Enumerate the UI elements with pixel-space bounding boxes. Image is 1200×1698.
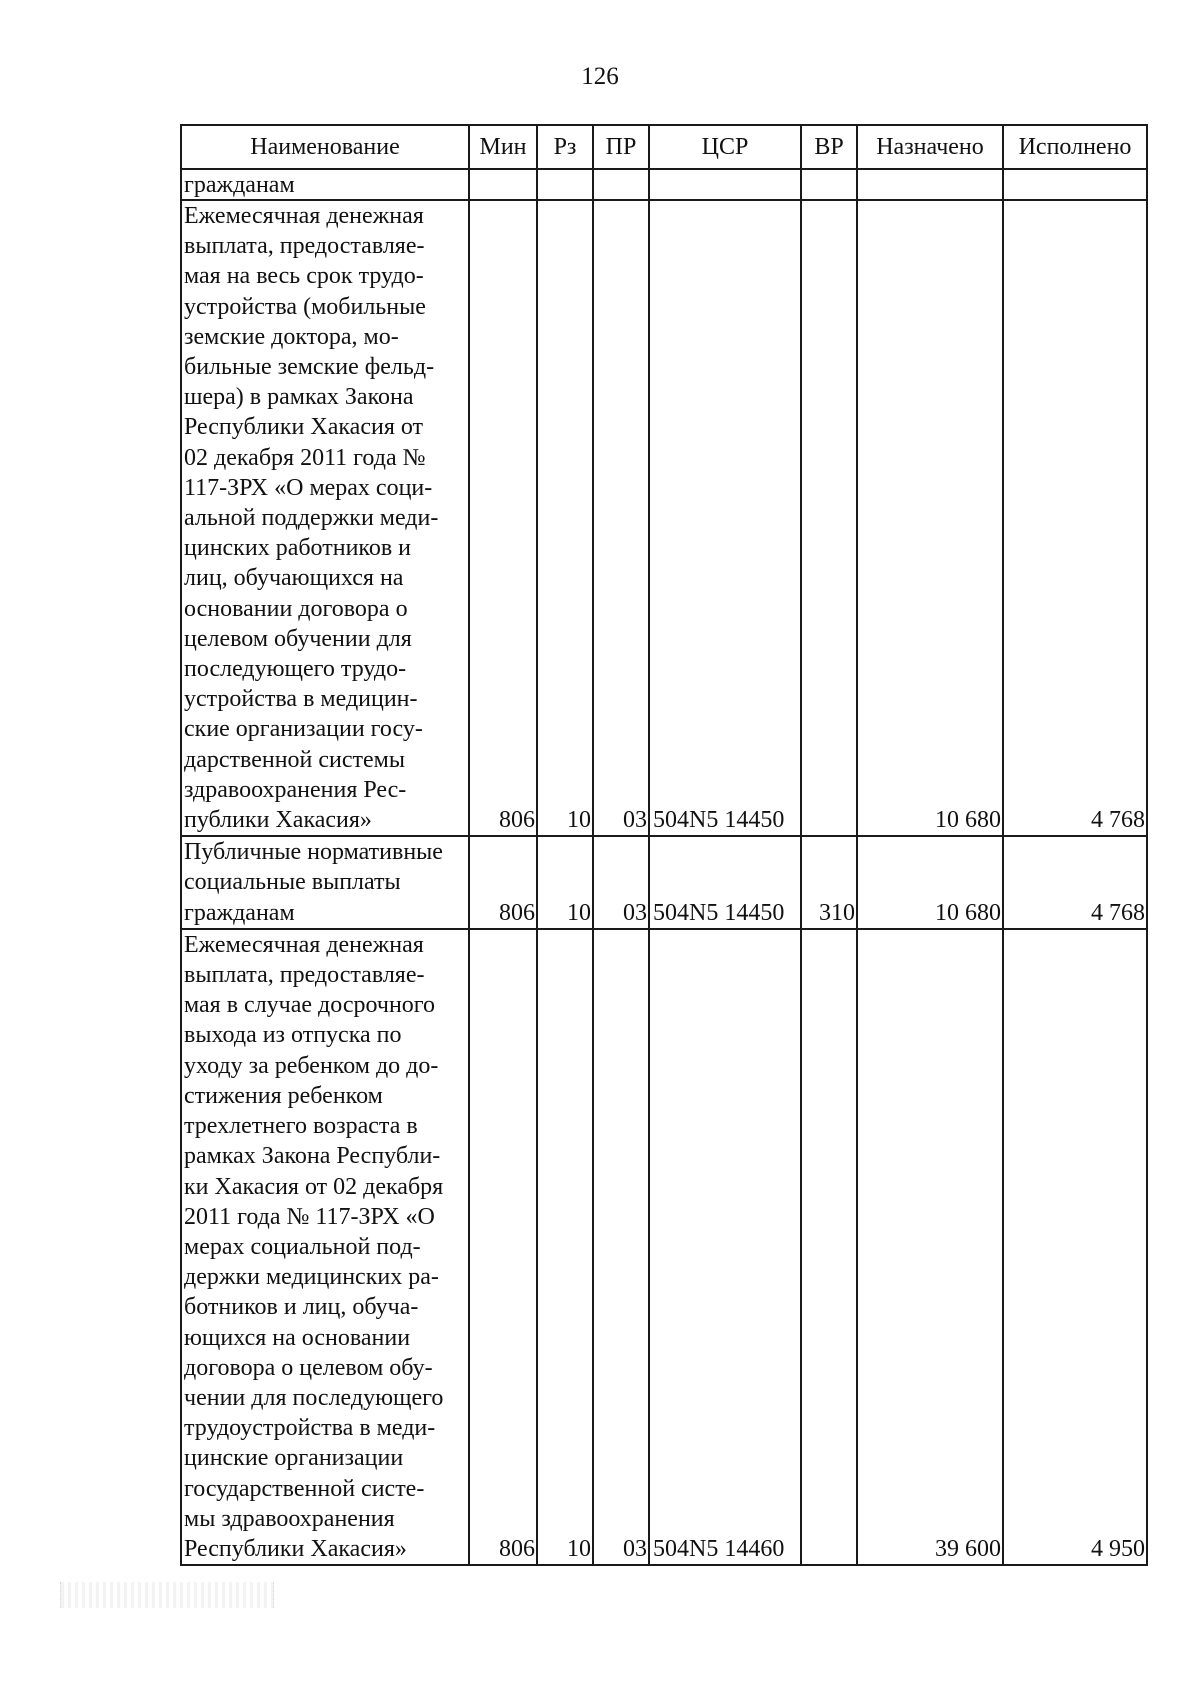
row-name-line: бильные земские фельд- — [184, 354, 435, 381]
row-name-line: 02 декабря 2011 года № — [184, 444, 426, 471]
page-number: 126 — [581, 63, 619, 90]
row-name-line: дарственной системы — [184, 746, 405, 773]
header-rz: Рз — [537, 125, 593, 169]
header-name: Наименование — [181, 125, 469, 169]
row-name-cell — [181, 836, 469, 929]
cell-rz: 10 — [537, 836, 593, 929]
row-name-line: 2011 года № 117-ЗРХ «О — [184, 1203, 435, 1230]
cell-assigned: 10 680 — [857, 836, 1003, 929]
cell-assigned — [857, 169, 1003, 200]
row-name-line: выплата, предоставляе- — [184, 233, 425, 260]
row-name-line: ские организации госу- — [184, 716, 423, 743]
cell-csr: 504N5 14450 — [649, 200, 801, 836]
cell-pr: 03 — [593, 929, 649, 1565]
cell-pr: 03 — [593, 836, 649, 929]
row-name-line: лиц, обучающихся на — [184, 565, 404, 592]
row-name-line: гражданам — [184, 172, 295, 198]
cell-executed: 4 768 — [1003, 200, 1147, 836]
row-name-line: чении для последующего — [184, 1384, 444, 1411]
cell-csr: 504N5 14460 — [649, 929, 801, 1565]
row-name-line: альной поддержки меди- — [184, 505, 439, 532]
row-name-line: ки Хакасия от 02 декабря — [184, 1173, 444, 1200]
row-name-line: уходу за ребенком до до- — [184, 1052, 439, 1079]
row-name-line: устройства в медицин- — [184, 686, 418, 713]
cell-min: 806 — [469, 836, 537, 929]
row-name-line: мая на весь срок трудо- — [184, 263, 424, 290]
row-name-line: Ежемесячная денежная — [184, 931, 424, 958]
cell-min — [469, 169, 537, 200]
cell-rz: 10 — [537, 200, 593, 836]
row-name-line: Республики Хакасия от — [184, 414, 424, 441]
row-name-line: государственной систе- — [184, 1475, 425, 1502]
row-name-line: последующего трудо- — [184, 656, 407, 683]
cell-executed: 4 950 — [1003, 929, 1147, 1565]
header-row — [181, 125, 1147, 169]
cell-vr — [801, 200, 857, 836]
header-executed: Исполнено — [1003, 125, 1147, 169]
cell-vr — [801, 169, 857, 200]
cell-rz — [537, 169, 593, 200]
row-name-line: Публичные нормативные — [184, 839, 443, 866]
row-name-line: гражданам — [184, 899, 295, 926]
row-name-line: основании договора о — [184, 595, 408, 622]
row-name-line: устройства (мобильные — [184, 293, 426, 320]
header-csr: ЦСР — [649, 125, 801, 169]
cell-executed: 4 768 — [1003, 836, 1147, 929]
row-name-line: цинских работников и — [184, 535, 412, 562]
row-name-line: цинские организации — [184, 1445, 404, 1472]
cell-min: 806 — [469, 200, 537, 836]
header-vr: ВР — [801, 125, 857, 169]
cell-executed — [1003, 169, 1147, 200]
cell-min: 806 — [469, 929, 537, 1565]
cell-pr — [593, 169, 649, 200]
cell-assigned: 39 600 — [857, 929, 1003, 1565]
header-assigned: Назначено — [857, 125, 1003, 169]
row-name-cell — [181, 169, 469, 200]
row-name-line: держки медицинских ра- — [184, 1264, 439, 1291]
row-name-line: Республики Хакасия» — [184, 1535, 407, 1562]
row-name-line: 117-ЗРХ «О мерах соци- — [184, 474, 433, 501]
table-header — [181, 125, 1147, 169]
row-name-line: целевом обучении для — [184, 625, 412, 652]
cell-vr: 310 — [801, 836, 857, 929]
row-name-line: выхода из отпуска по — [184, 1022, 402, 1049]
header-min: Мин — [469, 125, 537, 169]
cell-assigned: 10 680 — [857, 200, 1003, 836]
table-row — [181, 169, 1147, 200]
row-name-line: трудоустройства в меди- — [184, 1415, 436, 1442]
row-name-cell — [181, 200, 469, 836]
budget-table — [180, 124, 1148, 1566]
row-name-line: мерах социальной под- — [184, 1233, 421, 1260]
row-name-line: публики Хакасия» — [184, 807, 372, 834]
row-name-line: здравоохранения Рес- — [184, 776, 407, 803]
row-name-line: мая в случае досрочного — [184, 992, 436, 1019]
row-name-line: земские доктора, мо- — [184, 323, 399, 350]
row-name-cell — [181, 929, 469, 1565]
cell-rz: 10 — [537, 929, 593, 1565]
row-name-line: ющихся на основании — [184, 1324, 411, 1351]
header-pr: ПР — [593, 125, 649, 169]
cell-pr: 03 — [593, 200, 649, 836]
row-name-line: выплата, предоставляе- — [184, 962, 425, 989]
cell-csr: 504N5 14450 — [649, 836, 801, 929]
row-name-line: мы здравоохранения — [184, 1505, 395, 1532]
row-name-line: договора о целевом обу- — [184, 1354, 433, 1381]
table-row — [181, 929, 1147, 1565]
table-body — [181, 169, 1147, 1565]
scan-artifact — [60, 1582, 274, 1608]
cell-vr — [801, 929, 857, 1565]
row-name-line: социальные выплаты — [184, 869, 401, 896]
row-name-line: рамках Закона Республи- — [184, 1143, 441, 1170]
cell-csr — [649, 169, 801, 200]
row-name-line: шера) в рамках Закона — [184, 384, 414, 411]
row-name-line: Ежемесячная денежная — [184, 203, 424, 229]
table-row — [181, 200, 1147, 836]
row-name-line: стижения ребенком — [184, 1082, 383, 1109]
table-row — [181, 836, 1147, 929]
row-name-line: ботников и лиц, обуча- — [184, 1294, 419, 1321]
row-name-line: трехлетнего возраста в — [184, 1113, 418, 1140]
